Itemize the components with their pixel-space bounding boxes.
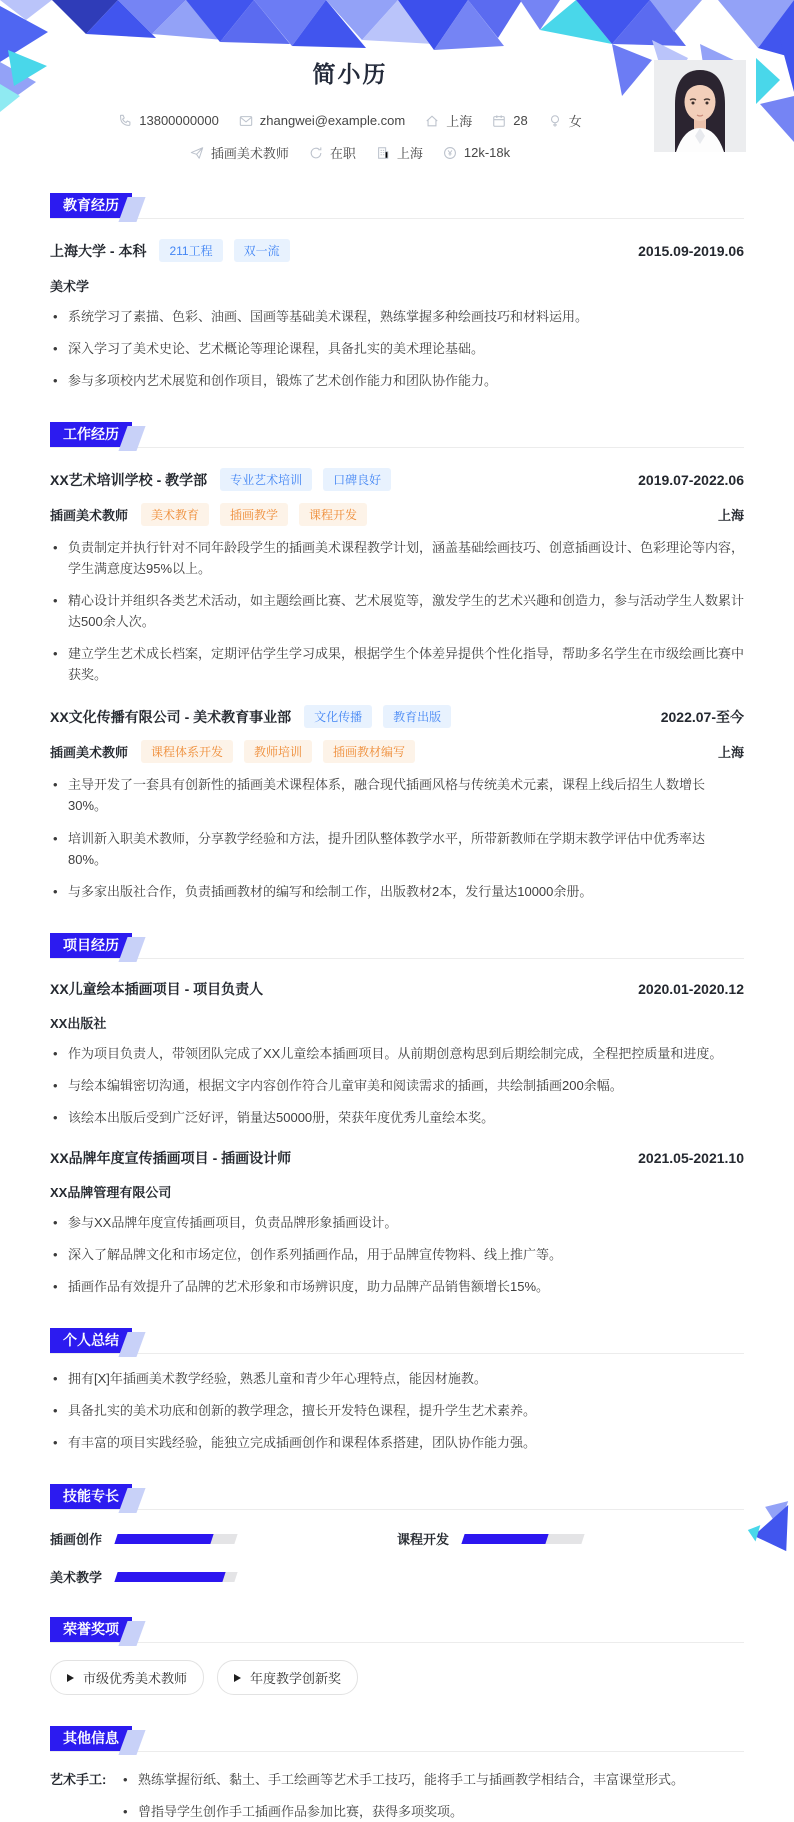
section-honors [50,1617,744,1695]
project-company: XX出版社 [50,1015,107,1031]
skill-label: 课程开发 [397,1532,450,1548]
other-bullets [120,1758,744,1822]
bullet-item: • 曾指导学生创作手工插画作品参加比赛，获得多项奖项。 [120,1801,744,1822]
section-header [50,1726,744,1752]
company-tag: 文化传播 [304,705,372,728]
skill-bar-fill [114,1534,213,1544]
section-header [50,193,744,219]
bullet-item: • 与多家出版社合作，负责插画教材的编写和绘制工作，出版教材2本，发行量达10000余册。 [50,881,744,902]
project-company: XX品牌管理有限公司 [50,1184,172,1200]
project-bullets [50,1043,744,1128]
bullet-item: • 参与XX品牌年度宣传插画项目，负责品牌形象插画设计。 [50,1212,744,1233]
work-city-value: 上海 [396,146,423,161]
skill-item [397,1529,744,1548]
bullet-item: • 有丰富的项目实践经验，能独立完成插画创作和课程体系搭建，团队协作能力强。 [50,1432,744,1453]
job-status-item [309,143,356,162]
salary-icon [443,146,457,160]
bullet-item: • 系统学习了素描、色彩、油画、国画等基础美术课程，熟练掌握多种绘画技巧和材料运用。 [50,306,744,327]
work-entry [50,705,744,901]
work-date: 2022.07-至今 [660,708,744,725]
section-title-badge: 技能专长 [50,1484,132,1509]
project-name: XX儿童绘本插画项目 - 项目负责人 [50,980,264,997]
company-tag: 教育出版 [383,705,451,728]
contact-row-1 [0,111,700,130]
education-date: 2015.09-2019.06 [638,242,744,259]
play-icon [67,1674,74,1682]
bullet-item: • 培训新入职美术教师，分享教学经验和方法，提升团队整体教学水平，所带新教师在学期末教学评估中优秀率达80%。 [50,828,744,870]
skill-list [50,1510,744,1586]
phone-value: 13800000000 [139,113,219,128]
skill-bar-fill [461,1534,548,1544]
project-name: XX品牌年度宣传插画项目 - 插画设计师 [50,1149,292,1166]
section-title-badge: 工作经历 [50,422,132,447]
job-tag: 插画教材编写 [323,740,415,763]
section-title-badge: 个人总结 [50,1328,132,1353]
education-entry [50,239,744,391]
city-value: 上海 [446,114,473,129]
school-tag: 211工程 [159,239,222,262]
job-tag: 课程开发 [299,503,367,526]
project-entry [50,1148,744,1297]
gender-icon [548,114,562,128]
section-title-badge: 项目经历 [50,933,132,958]
email-item [239,113,405,128]
skill-bar [114,1572,237,1582]
section-projects [50,933,744,1297]
section-work [50,422,744,902]
section-title-badge: 其他信息 [50,1726,132,1751]
bullet-item: • 精心设计并组织各类艺术活动，如主题绘画比赛、艺术展览等，激发学生的艺术兴趣和创造力，参与活动学生人数累计达500余人次。 [50,590,744,632]
summary-bullets [50,1368,744,1453]
profile-photo [654,60,746,152]
job-status-value: 在职 [329,146,356,161]
bullet-item: • 与绘本编辑密切沟通，根据文字内容创作符合儿童审美和阅读需求的插画，共绘制插画200余幅。 [50,1075,744,1096]
work-location: 上海 [717,508,744,524]
company-tag: 口碑良好 [323,468,391,491]
work-bullets [50,537,744,685]
bullet-item: • 深入了解品牌文化和市场定位，创作系列插画作品，用于品牌宣传物料、线上推广等。 [50,1244,744,1265]
job-title: 插画美术教师 [50,745,129,761]
other-info-row [50,1758,744,1822]
honor-chip [217,1660,358,1695]
bullet-item: • 负责制定并执行针对不同年龄段学生的插画美术课程教学计划，涵盖基础绘画技巧、创意插画设计、色彩理论等内容，学生满意度达95%以上。 [50,537,744,579]
section-header [50,422,744,448]
section-summary [50,1328,744,1453]
job-tag: 插画教学 [220,503,288,526]
candidate-name: 简小历 [312,61,388,87]
bullet-item: • 深入学习了美术史论、艺术概论等理论课程，具备扎实的美术理论基础。 [50,338,744,359]
salary-item [443,145,510,160]
skill-bar [114,1534,237,1544]
job-tag: 美术教育 [141,503,209,526]
bullet-item: • 拥有[X]年插画美术教学经验，熟悉儿童和青少年心理特点，能因材施教。 [50,1368,744,1389]
salary-value: 12k-18k [463,145,511,160]
bullet-item: • 插画作品有效提升了品牌的艺术形象和市场辨识度，助力品牌产品销售额增长15%。 [50,1276,744,1297]
play-icon [234,1674,241,1682]
job-title: 插画美术教师 [50,508,129,524]
section-education [50,193,744,391]
major-name: 美术学 [50,279,90,294]
mail-icon [239,114,253,128]
skill-label: 美术教学 [50,1570,103,1586]
section-header [50,1617,744,1643]
resume-header [0,0,794,162]
phone-icon [118,114,132,128]
school-tag: 双一流 [234,239,290,262]
age-item [492,113,527,128]
bullet-item: • 作为项目负责人，带领团队完成了XX儿童绘本插画项目。从前期创意构思到后期绘制完成，全程把控质量和进度。 [50,1043,744,1064]
work-city-item [376,143,423,162]
job-tag: 教师培训 [244,740,312,763]
company-name: XX艺术培训学校 - 教学部 [50,471,208,488]
project-date: 2020.01-2020.12 [638,980,744,997]
other-label: 艺术手工: [50,1772,107,1788]
home-icon [425,114,439,128]
project-date: 2021.05-2021.10 [638,1149,744,1166]
resume-body [0,193,794,1822]
age-icon [492,114,506,128]
gender-value: 女 [568,114,582,129]
target-position-item [190,143,289,162]
target-position-value: 插画美术教师 [210,146,289,161]
skill-bar-fill [114,1572,225,1582]
bullet-item: • 熟练掌握衍纸、黏土、手工绘画等艺术手工技巧，能将手工与插画教学相结合，丰富课堂形式。 [120,1769,744,1790]
skill-bar [461,1534,584,1544]
section-skills [50,1484,744,1586]
gender-item [548,111,582,130]
bullet-item: • 主导开发了一套具有创新性的插画美术课程体系，融合现代插画风格与传统美术元素，课程上线后招生人数增长30%。 [50,774,744,816]
phone-item [118,113,219,128]
age-value: 28 [513,113,528,128]
bullet-item: • 具备扎实的美术功底和创新的教学理念，擅长开发特色课程，提升学生艺术素养。 [50,1400,744,1421]
section-title-badge: 教育经历 [50,193,132,218]
honor-label: 市级优秀美术教师 [83,1671,188,1687]
skill-item [50,1529,397,1548]
honor-label: 年度教学创新奖 [250,1671,342,1687]
company-tag: 专业艺术培训 [220,468,312,491]
section-title-badge: 荣誉奖项 [50,1617,132,1642]
project-entry [50,979,744,1128]
work-date: 2019.07-2022.06 [638,471,744,488]
send-icon [190,146,204,160]
status-icon [309,146,323,160]
bullet-item: • 参与多项校内艺术展览和创作项目，锻炼了艺术创作能力和团队协作能力。 [50,370,744,391]
section-header [50,1484,744,1510]
work-entry [50,468,744,685]
email-value: zhangwei@example.com [259,113,406,128]
job-tag: 课程体系开发 [141,740,233,763]
education-bullets [50,306,744,391]
contact-row-2 [0,143,700,162]
bullet-item: • 该绘本出版后受到广泛好评，销量达50000册，荣获年度优秀儿童绘本奖。 [50,1107,744,1128]
company-name: XX文化传播有限公司 - 美术教育事业部 [50,708,292,725]
honor-list [50,1660,744,1695]
section-header [50,1328,744,1354]
project-bullets [50,1212,744,1297]
section-header [50,933,744,959]
building-icon [376,146,390,160]
skill-item [50,1567,397,1586]
city-item [425,111,472,130]
work-bullets [50,774,744,901]
bullet-item: • 建立学生艺术成长档案，定期评估学生学习成果，根据学生个体差异提供个性化指导，帮助多名学生在市级绘画比赛中获奖。 [50,643,744,685]
honor-chip [50,1660,204,1695]
skill-label: 插画创作 [50,1532,103,1548]
section-other [50,1726,744,1822]
work-location: 上海 [717,745,744,761]
avatar [654,60,746,152]
school-name: 上海大学 - 本科 [50,242,147,259]
